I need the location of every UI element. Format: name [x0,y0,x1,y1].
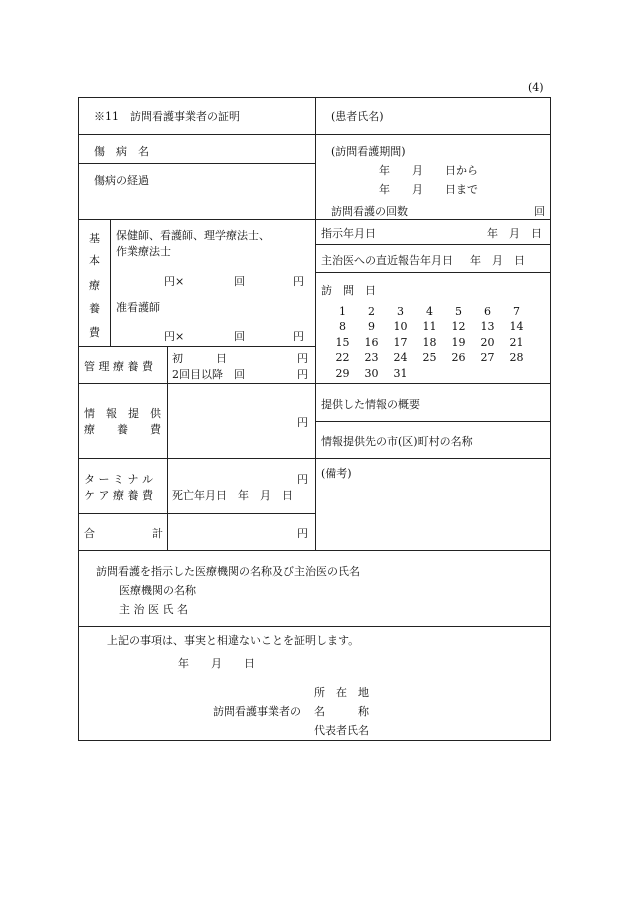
row-line [315,458,551,459]
representative-name-label: 代表者氏名 [314,724,369,737]
terminal-fee-yen: 円 [297,473,308,486]
remarks-field[interactable] [320,482,546,546]
row-line [78,383,315,384]
report-date-label: 主治医への直近報告年月日 [321,254,453,267]
injury-course-label: 傷病の経過 [94,174,149,187]
institution-name-label: 医療機関の名称 [119,584,196,597]
total-label-left: 合 [84,527,95,540]
visit-count-label: 訪問看護の回数 [331,205,408,218]
visit-day[interactable]: 30 [364,366,379,380]
visit-day[interactable]: 28 [509,351,524,365]
info-fee-yen: 円 [297,416,308,429]
visit-day[interactable]: 27 [480,351,495,365]
total-label-right: 計 [152,527,163,540]
assistant-times: 回 [234,330,245,343]
row-line [315,272,551,273]
remarks-label: (備考) [321,467,352,480]
visit-day[interactable]: 23 [364,351,379,365]
basic-fee-label-char: 養 [89,302,100,315]
certification-statement: 上記の事項は、事実と相違ないことを証明します。 [107,634,360,647]
total-yen: 円 [297,527,308,540]
visit-day[interactable]: 19 [451,335,466,349]
staff-label-line1: 保健師、看護師、理学療法士、 [116,229,270,242]
visit-days-calendar [328,305,531,381]
assistant-unit-yen: 円× [164,330,185,343]
visit-period-label: (訪問看護期間) [331,145,406,158]
visit-day[interactable]: 31 [393,366,408,380]
staff-total-yen: 円 [293,275,304,288]
visit-day[interactable]: 5 [455,305,462,318]
injury-course-field[interactable] [82,188,310,216]
report-date-value: 年 月 日 [470,254,525,267]
certification-date: 年 月 日 [178,657,255,670]
row-line [78,134,315,135]
provider-name-label: 名 称 [314,705,369,718]
staff-label-line2: 作業療法士 [116,245,171,258]
instruction-date-label: 指示年月日 [321,227,376,240]
first-day-yen: 円 [297,352,308,365]
visit-day[interactable]: 16 [364,335,379,349]
staff-unit-yen: 円× [164,275,185,288]
info-fee-label-line1: 情 報 提 供 [84,407,161,420]
row-line [78,513,315,514]
visit-day[interactable]: 11 [422,320,437,334]
info-summary-label: 提供した情報の概要 [321,398,420,411]
first-day-label: 初 日 [172,352,227,365]
visit-days-label: 訪 問 日 [321,284,376,297]
row-line [78,626,551,627]
provider-label: 訪問看護事業者の [213,705,301,718]
visit-day[interactable]: 6 [484,305,491,318]
second-onward-label: 2回目以降 回 [172,368,245,381]
management-fee-label: 管 理 療 養 費 [84,360,153,373]
basic-fee-label-divider [110,219,111,347]
visit-day[interactable]: 13 [480,320,495,334]
visit-day[interactable]: 4 [426,305,433,318]
provider-address-label: 所 在 地 [314,686,369,699]
assistant-nurse-label: 准看護師 [116,301,160,314]
visit-day[interactable]: 12 [451,320,466,334]
visit-day[interactable]: 8 [339,320,346,334]
visit-day[interactable]: 20 [480,335,495,349]
visit-day[interactable]: 2 [368,305,375,318]
visit-day[interactable]: 9 [368,320,375,334]
basic-fee-label-char: 本 [89,254,100,267]
visit-day[interactable]: 26 [451,351,466,365]
visit-day[interactable]: 29 [335,366,350,380]
visit-day[interactable]: 14 [509,320,524,334]
visit-period-from: 年 月 日から [379,164,478,177]
row-line [78,550,551,551]
visit-day[interactable]: 18 [422,335,437,349]
visit-day[interactable]: 3 [397,305,404,318]
row-line [78,346,315,347]
visit-day[interactable]: 1 [339,305,346,318]
assistant-total-yen: 円 [293,330,304,343]
injury-name-label: 傷 病 名 [94,145,149,158]
doctor-name-label: 主 治 医 氏 名 [119,603,188,616]
row-line [315,421,551,422]
row-line [315,244,551,245]
visit-day[interactable]: 10 [393,320,408,334]
row-line [78,163,315,164]
patient-name-label: (患者氏名) [331,110,384,123]
visit-period-to: 年 月 日まで [379,183,478,196]
instruction-date-value: 年 月 日 [487,227,542,240]
visit-day[interactable]: 15 [335,335,350,349]
row-line [78,219,315,220]
basic-fee-label-char: 基 [89,232,100,245]
info-fee-label-line2: 療 養 費 [84,423,161,436]
visit-day[interactable]: 25 [422,351,437,365]
staff-times: 回 [234,275,245,288]
page-label: (4) [528,81,544,94]
basic-fee-label-char: 費 [89,326,100,339]
visit-day[interactable]: 22 [335,351,350,365]
patient-name-field[interactable] [398,104,546,126]
municipality-label: 情報提供先の市(区)町村の名称 [321,435,473,448]
row-line [315,383,551,384]
form-title: ※11 訪問看護事業者の証明 [94,110,240,123]
row-line [78,458,315,459]
death-date-label: 死亡年月日 年 月 日 [172,489,293,502]
row-line [315,219,551,220]
basic-fee-label-char: 療 [89,279,100,292]
visit-day[interactable]: 21 [509,335,524,349]
visit-count-unit: 回 [534,205,545,218]
second-onward-yen: 円 [297,368,308,381]
visit-day[interactable]: 17 [393,335,408,349]
institution-heading: 訪問看護を指示した医療機関の名称及び主治医の氏名 [96,565,360,578]
row-line [315,134,551,135]
visit-day[interactable]: 24 [393,351,408,365]
column-divider [315,97,316,551]
fee-label-divider [167,346,168,551]
injury-name-field[interactable] [170,138,310,160]
visit-day[interactable]: 7 [513,305,520,318]
terminal-fee-label-line1: タ ー ミ ナ ル [84,473,153,486]
terminal-fee-label-line2: ケ ア 療 養 費 [84,489,153,502]
